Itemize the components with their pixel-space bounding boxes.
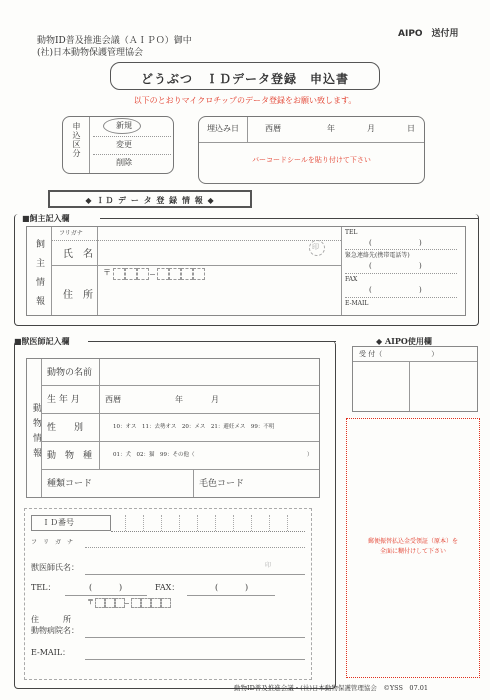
implant-year: 年 bbox=[327, 124, 335, 133]
footer-text: 動物ID普及推進会議・(社)日本動物保護管理協会 ©YSS 07.01 bbox=[234, 684, 429, 692]
owner-name-label: 氏 名 bbox=[63, 249, 93, 260]
owner-tel-paren-open: ( bbox=[369, 239, 372, 247]
divider bbox=[247, 117, 248, 142]
postal-box[interactable] bbox=[193, 268, 205, 280]
divider bbox=[199, 142, 424, 143]
divider bbox=[51, 265, 341, 266]
divider bbox=[193, 469, 194, 497]
divider bbox=[41, 385, 319, 386]
instruction-text: 以下のとおりマイクロチップのデータ登録をお願い致します。 bbox=[133, 96, 357, 105]
postal-box[interactable] bbox=[95, 598, 105, 608]
owner-address-label: 住 所 bbox=[63, 290, 93, 301]
application-type-box bbox=[62, 116, 174, 174]
vet-postal-mark: 〒 bbox=[87, 598, 94, 606]
id-digit-divider bbox=[179, 515, 180, 531]
birth-year: 年 bbox=[175, 395, 183, 404]
postal-dash bbox=[125, 603, 129, 604]
vet-furigana-line[interactable] bbox=[85, 547, 305, 548]
animal-info-table bbox=[26, 358, 320, 498]
owner-side-label-text: 飼主情報 bbox=[34, 239, 44, 315]
vet-name-label: 獣医師氏名： bbox=[31, 563, 79, 572]
owner-table bbox=[26, 226, 466, 316]
vet-info-frame bbox=[24, 508, 312, 680]
vet-tel-paren-close: ) bbox=[119, 583, 123, 592]
owner-emergency-paren-close: ) bbox=[419, 262, 422, 270]
owner-section-title: ■飼主記入欄 bbox=[22, 213, 70, 223]
option-new[interactable]: 新規 bbox=[116, 121, 132, 130]
divider bbox=[89, 117, 90, 173]
id-digit-divider bbox=[269, 515, 270, 531]
owner-side-label bbox=[34, 239, 43, 318]
owner-email-label: E-MAIL bbox=[345, 300, 369, 307]
postal-box[interactable] bbox=[125, 268, 137, 280]
id-number-label: ＩＤ番号 bbox=[42, 518, 74, 527]
divider bbox=[345, 249, 457, 250]
birth-date-label: 生 年 月 bbox=[47, 395, 80, 405]
vet-address-label: 住 所 bbox=[31, 615, 71, 624]
owner-fax-paren-open: ( bbox=[369, 286, 372, 294]
id-digit-divider bbox=[251, 515, 252, 531]
postal-receipt-line2: 全面に糊付けして下さい bbox=[379, 548, 446, 555]
id-number-label-box bbox=[31, 515, 111, 531]
owner-fax-paren-close: ) bbox=[419, 286, 422, 294]
postal-receipt-line1: 郵便振替払込金受領証（原本）を bbox=[367, 538, 458, 545]
option-change[interactable]: 変更 bbox=[116, 140, 132, 149]
implant-day: 日 bbox=[407, 124, 415, 133]
animal-name-label: 動物の名前 bbox=[47, 368, 93, 378]
implant-box bbox=[198, 116, 425, 184]
implant-date-label: 埋込み日 bbox=[207, 124, 239, 133]
divider bbox=[345, 297, 457, 298]
application-type-label: 申込区分 bbox=[72, 122, 81, 158]
divider bbox=[341, 227, 342, 315]
id-digit-divider bbox=[125, 515, 126, 531]
birth-month: 月 bbox=[211, 395, 219, 404]
aipo-received-label: 受 付（ ） bbox=[359, 350, 439, 358]
postal-box[interactable] bbox=[161, 598, 171, 608]
vet-tel-paren-open: ( bbox=[89, 583, 93, 592]
postal-box[interactable] bbox=[137, 268, 149, 280]
divider bbox=[353, 361, 477, 362]
aipo-use-box bbox=[352, 346, 478, 412]
owner-seal: 印 bbox=[312, 243, 319, 251]
postal-box[interactable] bbox=[113, 268, 125, 280]
id-number-underline[interactable] bbox=[111, 531, 305, 532]
species-options: 01：犬 02：猫 99：その他（ bbox=[113, 452, 195, 458]
species-label: 動 物 種 bbox=[47, 451, 93, 461]
divider bbox=[345, 273, 457, 274]
postal-box[interactable] bbox=[131, 598, 141, 608]
form-title: どうぶつ ＩＤデータ登録 申込書 bbox=[140, 72, 349, 86]
postal-box[interactable] bbox=[115, 598, 125, 608]
divider bbox=[41, 359, 42, 497]
owner-tel-label: TEL bbox=[345, 229, 358, 236]
vet-furigana-label: フ リ ガ ナ bbox=[31, 539, 74, 546]
corner-label: AIPO 送付用 bbox=[398, 29, 459, 39]
owner-fax-label: FAX bbox=[345, 276, 358, 283]
divider bbox=[41, 441, 319, 442]
color-code-label: 毛色コード bbox=[199, 479, 245, 489]
divider bbox=[93, 154, 171, 155]
divider bbox=[93, 136, 171, 137]
divider bbox=[409, 361, 410, 411]
sex-options: 10：オス 11：去勢オス 20：メス 21：避妊メス 99：不明 bbox=[113, 424, 275, 430]
divider bbox=[97, 227, 98, 315]
postal-receipt-area[interactable] bbox=[346, 418, 480, 678]
option-delete[interactable]: 削除 bbox=[116, 158, 132, 167]
id-digit-divider bbox=[143, 515, 144, 531]
divider bbox=[51, 240, 341, 241]
animal-side-label bbox=[31, 403, 40, 466]
owner-emergency-label: 緊急連絡先(携帯電話等) bbox=[345, 252, 410, 259]
owner-furigana-label: フリガナ bbox=[59, 230, 83, 237]
implant-month: 月 bbox=[367, 124, 375, 133]
id-info-banner bbox=[48, 190, 252, 208]
vet-fax-paren-close: ) bbox=[245, 583, 249, 592]
id-digit-divider bbox=[287, 515, 288, 531]
vet-tel-label: TEL： bbox=[31, 583, 56, 592]
addressee-association: (社)日本動物保護管理協会 bbox=[37, 48, 144, 58]
vet-address-line[interactable] bbox=[85, 637, 305, 638]
id-digit-divider bbox=[233, 515, 234, 531]
owner-tel-paren-close: ) bbox=[419, 239, 422, 247]
postal-box[interactable] bbox=[151, 598, 161, 608]
id-digit-divider bbox=[197, 515, 198, 531]
vet-email-line[interactable] bbox=[85, 659, 305, 660]
sex-label: 性 別 bbox=[47, 423, 84, 433]
barcode-note: バーコードシールを貼り付けて下さい bbox=[252, 156, 371, 164]
vet-section-title: ■獣医師記入欄 bbox=[14, 336, 70, 346]
vet-email-label: E-MAIL： bbox=[31, 648, 71, 657]
option-new-circle bbox=[103, 118, 141, 134]
addressee-aipo: 動物ID普及推進会議（ＡＩＰＯ）御中 bbox=[37, 36, 192, 46]
divider bbox=[41, 469, 319, 470]
id-info-banner-text: ◆ ＩＤ デ ー タ 登 録 情 報 ◆ bbox=[85, 195, 215, 205]
form-title-box bbox=[110, 62, 380, 90]
vet-name-line[interactable] bbox=[85, 574, 305, 575]
postal-box[interactable] bbox=[169, 268, 181, 280]
breed-code-label: 種類コード bbox=[47, 479, 93, 489]
owner-emergency-paren-open: ( bbox=[369, 262, 372, 270]
divider bbox=[41, 413, 319, 414]
vet-clinic-label: 動物病院名： bbox=[31, 626, 79, 635]
id-digit-divider bbox=[161, 515, 162, 531]
postal-dash bbox=[150, 274, 155, 275]
implant-era: 西暦 bbox=[265, 124, 281, 133]
postal-box[interactable] bbox=[181, 268, 193, 280]
vet-fax-label: FAX： bbox=[155, 583, 180, 592]
vet-fax-line[interactable] bbox=[187, 595, 275, 596]
postal-box[interactable] bbox=[141, 598, 151, 608]
birth-era: 西暦 bbox=[105, 395, 121, 404]
postal-box[interactable] bbox=[105, 598, 115, 608]
animal-side-label-text: 動物情報 bbox=[31, 403, 41, 463]
divider bbox=[99, 359, 100, 469]
species-close: ） bbox=[307, 452, 313, 458]
aipo-use-title: ◆ AIPO使用欄 bbox=[376, 336, 432, 346]
postal-box[interactable] bbox=[157, 268, 169, 280]
id-digit-divider bbox=[215, 515, 216, 531]
owner-postal-mark: 〒 bbox=[103, 268, 111, 277]
vet-tel-line[interactable] bbox=[65, 595, 147, 596]
vet-seal: 印 bbox=[265, 562, 272, 569]
vet-fax-paren-open: ( bbox=[215, 583, 219, 592]
